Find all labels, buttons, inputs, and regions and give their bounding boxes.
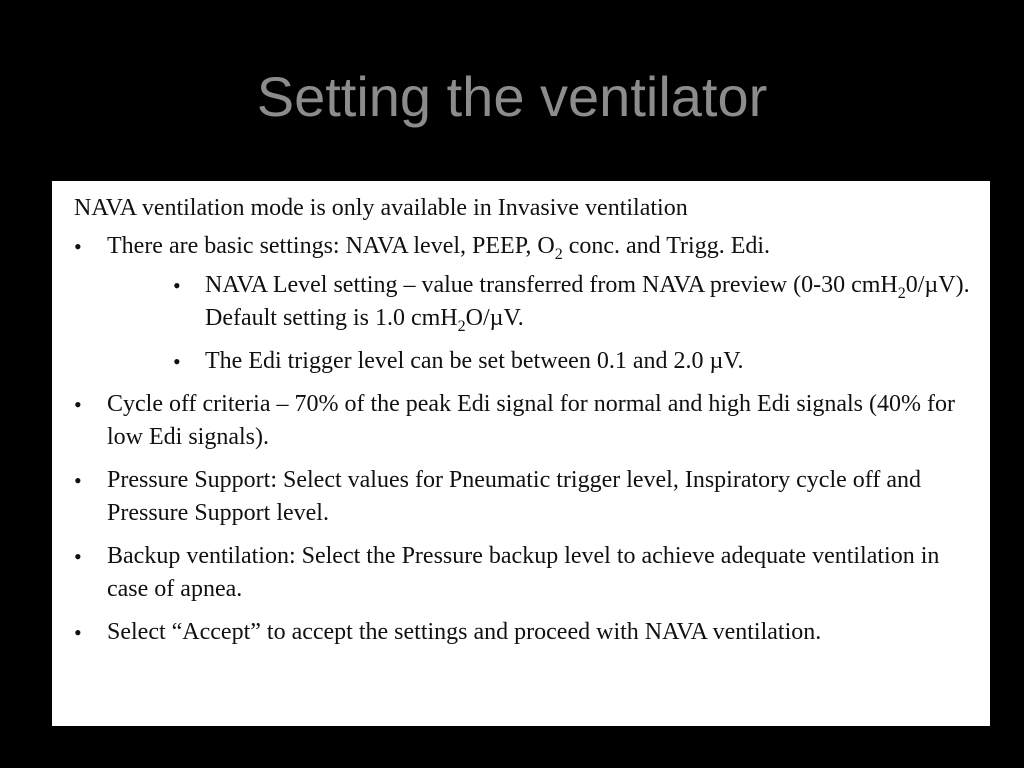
slide-title: Setting the ventilator <box>256 65 768 128</box>
bullet-text: Cycle off criteria – 70% of the peak Edi signal for normal and high Edi signals (40% for low Edi signals). <box>107 391 955 450</box>
sub-bullet-nava-level <box>107 269 970 335</box>
bullet-text: Backup ventilation: Select the Pressure backup level to achieve adequate ventilation in case of apnea. <box>107 543 940 602</box>
bullet-icon: • <box>74 392 82 417</box>
sub-bullet-edi-trigger <box>107 345 970 378</box>
bullet-icon: • <box>173 273 181 298</box>
content-image <box>52 181 990 726</box>
bullet-icon: • <box>74 544 82 569</box>
bullet-pressure-support <box>74 464 970 530</box>
bullet-text: NAVA Level setting – value transferred from NAVA preview (0-30 cmH$_2$0/µV). Default setting is 1.0 cmH$_2$O/µV. <box>205 272 970 335</box>
bullet-basic-settings <box>74 230 970 378</box>
bullet-text: The Edi trigger level can be set between 0.1 and 2.0 µV. <box>205 348 744 374</box>
bullet-backup-ventilation <box>74 540 970 606</box>
bullet-icon: • <box>74 468 82 493</box>
bullet-icon: • <box>74 234 82 259</box>
bullet-list <box>74 230 970 649</box>
bullet-icon: • <box>173 349 181 374</box>
bullet-text: Select “Accept” to accept the settings and proceed with NAVA ventilation. <box>107 619 822 645</box>
bullet-accept <box>74 616 970 649</box>
bullet-text: There are basic settings: NAVA level, PEEP, $O_2$ conc. and Trigg. Edi. <box>107 233 771 263</box>
bullet-cycle-off <box>74 388 970 454</box>
bullet-text: Pressure Support: Select values for Pneumatic trigger level, Inspiratory cycle off and Pressure Support level. <box>107 467 921 526</box>
bullet-icon: • <box>74 620 82 645</box>
intro-text: NAVA ventilation mode is only available in Invasive ventilation <box>74 195 688 221</box>
sub-bullet-list <box>107 269 970 378</box>
